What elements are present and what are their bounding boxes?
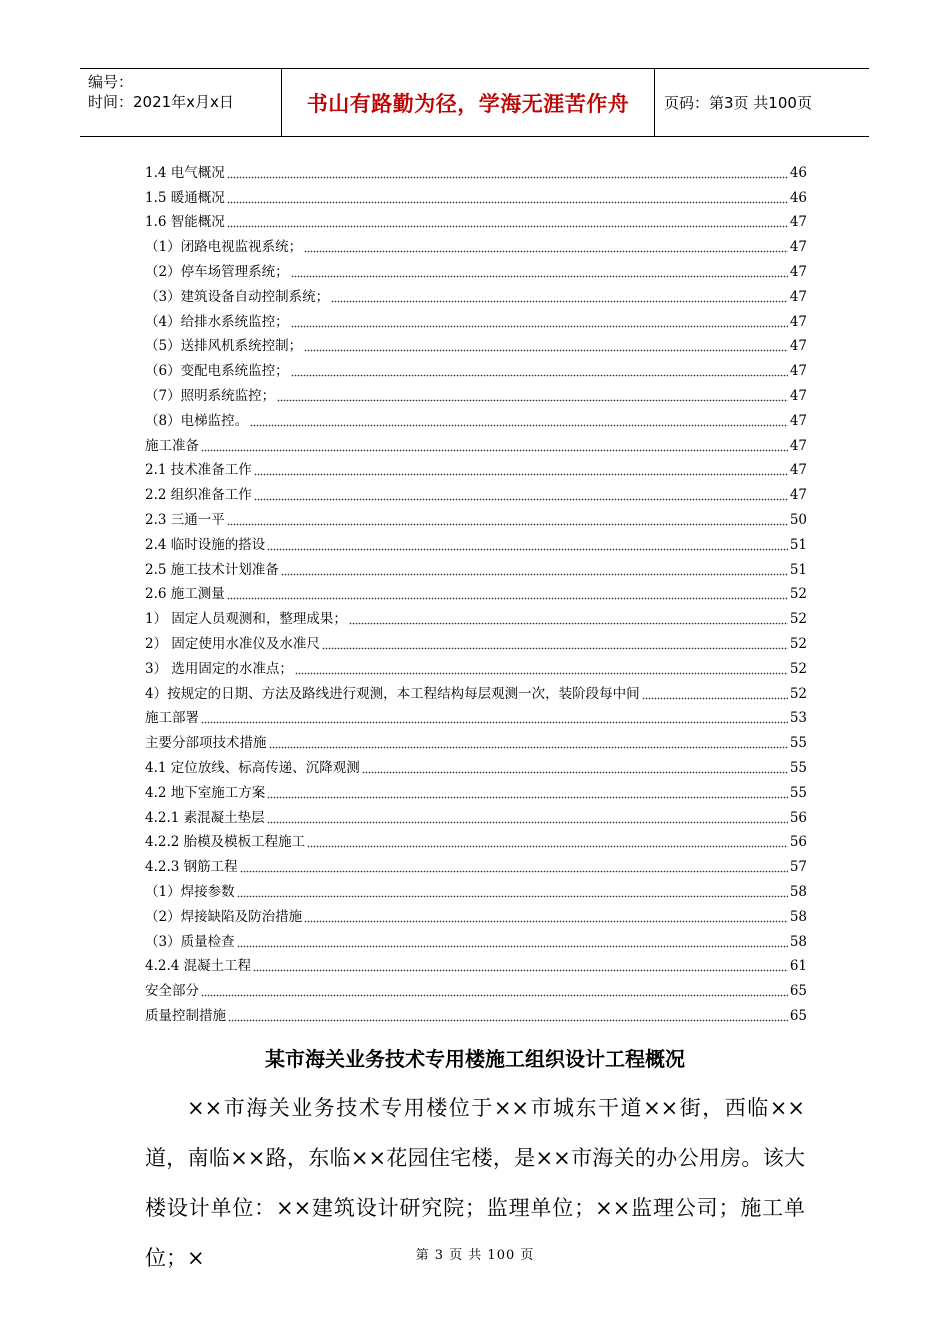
toc-dot-leader (269, 737, 788, 749)
toc-entry-label: （3）建筑设备自动控制系统； (145, 288, 330, 305)
toc-entry-page: 61 (789, 958, 807, 975)
toc-dot-leader (240, 861, 788, 873)
toc-dot-leader (331, 291, 788, 303)
toc-entry[interactable] (145, 233, 807, 258)
header-page-info: 页码：第3页 共100页 (664, 94, 812, 112)
toc-dot-leader (291, 266, 788, 278)
toc-entry-label: 2） 固定使用水准仪及水准尺 (145, 635, 320, 652)
toc-entry[interactable] (145, 184, 807, 209)
toc-entry-page: 57 (789, 859, 807, 876)
toc-dot-leader (277, 390, 788, 402)
toc-entry[interactable] (145, 1002, 807, 1027)
toc-entry[interactable] (145, 407, 807, 432)
toc-dot-leader (295, 663, 788, 675)
toc-entry-page: 52 (789, 586, 807, 603)
toc-entry-label: （5）送排风机系统控制； (145, 338, 303, 355)
toc-dot-leader (304, 340, 788, 352)
toc-entry-page: 52 (789, 660, 807, 677)
toc-entry[interactable] (145, 804, 807, 829)
toc-dot-leader (250, 415, 788, 427)
toc-entry-label: 2.2 组织准备工作 (145, 487, 252, 504)
toc-dot-leader (237, 936, 788, 948)
toc-entry-page: 47 (789, 239, 807, 256)
toc-dot-leader (254, 489, 788, 501)
toc-entry[interactable] (145, 779, 807, 804)
toc-entry[interactable] (145, 481, 807, 506)
toc-entry-label: 施工准备 (145, 437, 199, 454)
toc-entry-page: 46 (789, 189, 807, 206)
toc-entry-label: （7）照明系统监控； (145, 387, 276, 404)
toc-entry[interactable] (145, 531, 807, 556)
toc-entry-label: （8）电梯监控。 (145, 412, 249, 429)
toc-entry-label: （1）闭路电视监视系统； (145, 239, 303, 256)
toc-entry[interactable] (145, 878, 807, 903)
toc-dot-leader (227, 514, 788, 526)
toc-entry-page: 55 (789, 759, 807, 776)
toc-entry[interactable] (145, 333, 807, 358)
document-title: 某市海关业务技术专用楼施工组织设计工程概况 (265, 1047, 685, 1071)
toc-entry-label: （2）焊接缺陷及防治措施 (145, 908, 303, 925)
toc-entry-page: 50 (789, 511, 807, 528)
toc-entry[interactable] (145, 258, 807, 283)
toc-dot-leader (322, 638, 788, 650)
toc-entry-page: 65 (789, 983, 807, 1000)
toc-dot-leader (227, 216, 788, 228)
toc-entry[interactable] (145, 209, 807, 234)
toc-entry-page: 46 (789, 164, 807, 181)
toc-entry-label: 4.2.1 素混凝土垫层 (145, 809, 265, 826)
toc-dot-leader (291, 365, 788, 377)
toc-entry-page: 65 (789, 1007, 807, 1024)
toc-entry[interactable] (145, 581, 807, 606)
toc-dot-leader (228, 1010, 788, 1022)
toc-entry-page: 47 (789, 338, 807, 355)
toc-dot-leader (201, 440, 788, 452)
toc-dot-leader (227, 167, 788, 179)
body-paragraph: ××市海关业务技术专用楼位于××市城东干道××街，西临××道，南临××路，东临××花园住宅楼，是××市海关的办公用房。该大楼设计单位：××建筑设计研究院；监理单位；××监理公司；施工单位；× (145, 1096, 805, 1270)
toc-entry-page: 47 (789, 313, 807, 330)
toc-dot-leader (267, 787, 788, 799)
toc-entry-label: 1.6 智能概况 (145, 214, 225, 231)
toc-entry[interactable] (145, 605, 807, 630)
toc-entry-label: 安全部分 (145, 983, 199, 1000)
toc-dot-leader (227, 192, 788, 204)
toc-dot-leader (304, 241, 788, 253)
toc-entry[interactable] (145, 159, 807, 184)
toc-entry[interactable] (145, 754, 807, 779)
toc-entry-page: 51 (789, 536, 807, 553)
toc-entry[interactable] (145, 506, 807, 531)
toc-entry-label: （3）质量检查 (145, 933, 235, 950)
toc-dot-leader (307, 836, 788, 848)
toc-entry[interactable] (145, 903, 807, 928)
toc-dot-leader (253, 960, 788, 972)
toc-entry-page: 55 (789, 735, 807, 752)
toc-dot-leader (291, 316, 788, 328)
toc-entry-label: 1） 固定人员观测和，整理成果； (145, 611, 347, 628)
toc-entry-page: 56 (789, 809, 807, 826)
toc-dot-leader (201, 985, 788, 997)
toc-dot-leader (237, 886, 788, 898)
toc-entry-label: 2.1 技术准备工作 (145, 462, 252, 479)
toc-dot-leader (362, 762, 788, 774)
toc-entry[interactable] (145, 977, 807, 1002)
toc-entry-page: 53 (789, 710, 807, 727)
toc-entry-label: 1.4 电气概况 (145, 164, 225, 181)
toc-entry[interactable] (145, 655, 807, 680)
toc-entry-label: 4.2.3 钢筋工程 (145, 859, 238, 876)
toc-entry-label: （1）焊接参数 (145, 883, 235, 900)
toc-entry[interactable] (145, 556, 807, 581)
toc-entry-label: 施工部署 (145, 710, 199, 727)
toc-entry-page: 47 (789, 437, 807, 454)
toc-entry-page: 58 (789, 908, 807, 925)
toc-entry-page: 55 (789, 784, 807, 801)
toc-entry-label: 2.4 临时设施的搭设 (145, 536, 266, 553)
toc-entry[interactable] (145, 729, 807, 754)
toc-entry-page: 47 (789, 288, 807, 305)
toc-entry[interactable] (145, 308, 807, 333)
toc-entry[interactable] (145, 928, 807, 953)
toc-dot-leader (642, 688, 788, 700)
toc-entry-label: 2.5 施工技术计划准备 (145, 561, 279, 578)
toc-entry-label: （4）给排水系统监控； (145, 313, 289, 330)
toc-entry-page: 52 (789, 685, 807, 702)
toc-entry-page: 58 (789, 883, 807, 900)
toc-entry[interactable] (145, 853, 807, 878)
toc-entry-label: 主要分部项技术措施 (145, 735, 267, 752)
toc-entry[interactable] (145, 382, 807, 407)
header-motto: 书山有路勤为径，学海无涯苦作舟 (281, 69, 655, 136)
toc-entry-label: 4.2.2 胎模及模板工程施工 (145, 834, 306, 851)
table-of-contents (145, 159, 807, 1027)
toc-entry-label: 4.1 定位放线、标高传递、沉降观测 (145, 759, 360, 776)
toc-entry[interactable] (145, 829, 807, 854)
toc-entry[interactable] (145, 705, 807, 730)
toc-entry-label: 4）按规定的日期、方法及路线进行观测，本工程结构每层观测一次，装阶段每中间 (145, 685, 640, 702)
toc-dot-leader (267, 812, 788, 824)
toc-dot-leader (281, 564, 788, 576)
page-footer: 第 3 页 共 100 页 (415, 1248, 535, 1263)
toc-entry-label: 2.3 三通一平 (145, 511, 225, 528)
toc-entry-page: 52 (789, 611, 807, 628)
toc-dot-leader (254, 464, 788, 476)
toc-entry-page: 47 (789, 363, 807, 380)
toc-entry-label: （6）变配电系统监控； (145, 363, 289, 380)
toc-entry[interactable] (145, 357, 807, 382)
toc-entry-page: 47 (789, 263, 807, 280)
toc-entry-page: 47 (789, 462, 807, 479)
toc-entry-page: 47 (789, 214, 807, 231)
toc-entry-label: （2）停车场管理系统； (145, 263, 289, 280)
document-number-label: 编号： (88, 73, 134, 91)
toc-entry-label: 3） 选用固定的水准点； (145, 660, 293, 677)
toc-entry[interactable] (145, 680, 807, 705)
toc-entry-label: 2.6 施工测量 (145, 586, 225, 603)
toc-entry-page: 56 (789, 834, 807, 851)
toc-entry[interactable] (145, 630, 807, 655)
toc-dot-leader (267, 539, 788, 551)
header-left-cell (80, 69, 281, 136)
toc-entry[interactable] (145, 432, 807, 457)
toc-entry-page: 51 (789, 561, 807, 578)
toc-entry-page: 47 (789, 387, 807, 404)
page-header (80, 68, 869, 137)
document-date: 时间：2021年x月x日 (88, 93, 234, 111)
toc-entry-page: 47 (789, 412, 807, 429)
toc-entry-page: 52 (789, 635, 807, 652)
toc-entry[interactable] (145, 283, 807, 308)
toc-dot-leader (349, 613, 788, 625)
toc-dot-leader (304, 911, 788, 923)
toc-entry-label: 4.2.4 混凝土工程 (145, 958, 252, 975)
toc-entry-label: 4.2 地下室施工方案 (145, 784, 266, 801)
toc-entry-label: 质量控制措施 (145, 1007, 226, 1024)
toc-entry[interactable] (145, 953, 807, 978)
toc-dot-leader (227, 588, 788, 600)
toc-entry-page: 58 (789, 933, 807, 950)
toc-entry[interactable] (145, 457, 807, 482)
toc-entry-page: 47 (789, 487, 807, 504)
toc-entry-label: 1.5 暖通概况 (145, 189, 225, 206)
toc-dot-leader (201, 712, 788, 724)
